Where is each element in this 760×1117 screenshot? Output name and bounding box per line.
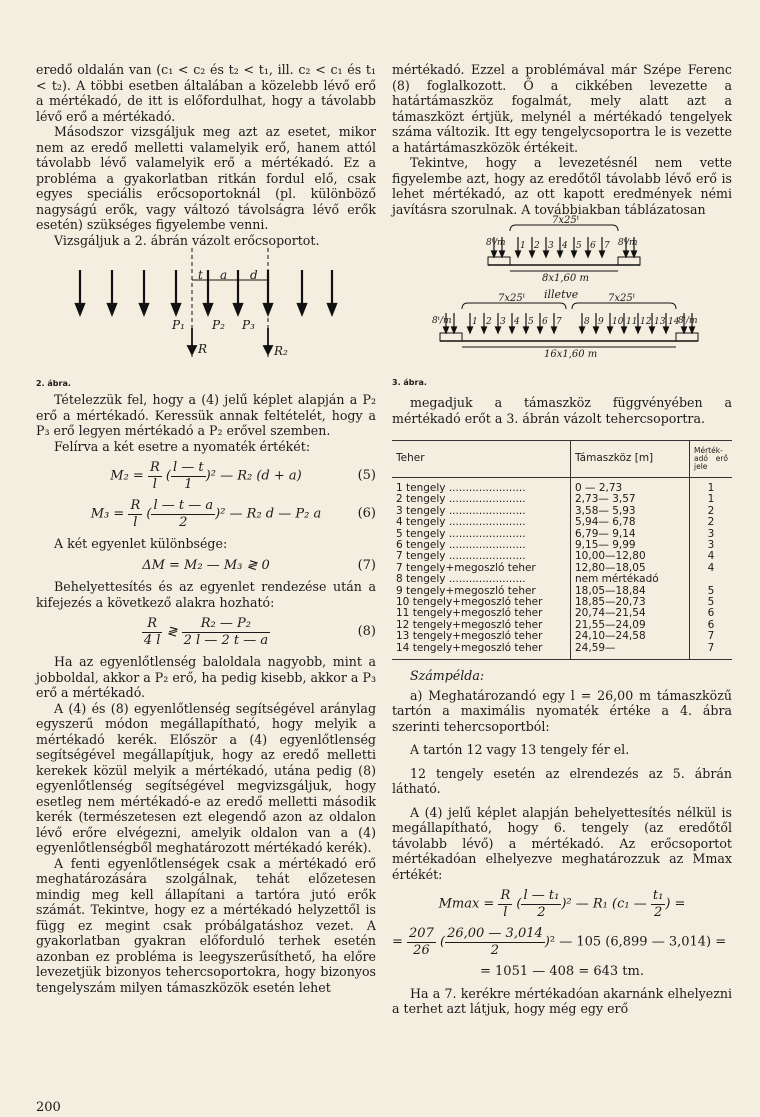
figure-3 bbox=[392, 217, 732, 391]
or-label: illetve bbox=[544, 288, 579, 301]
equation-number: (5) bbox=[357, 468, 376, 483]
axle-number: 4 bbox=[514, 317, 520, 327]
span-cell: 20,74—21,54 bbox=[571, 608, 690, 619]
fraction bbox=[128, 498, 142, 530]
fraction bbox=[651, 888, 665, 920]
formula-7 bbox=[36, 558, 376, 574]
axle-number: 12 bbox=[640, 317, 652, 327]
axle-cell: 2 bbox=[690, 517, 733, 528]
formula-rest: ² — R₂ (d + a) bbox=[210, 468, 302, 484]
span-cell: 21,55—24,09 bbox=[571, 620, 690, 631]
denominator: l bbox=[503, 904, 508, 920]
fraction bbox=[182, 616, 270, 648]
label-a: a bbox=[220, 268, 228, 282]
axle-arrowhead bbox=[682, 327, 687, 333]
formula-mid: ² — R₁ bbox=[566, 896, 608, 912]
span-cell: 18,85—20,73 bbox=[571, 597, 690, 608]
formula-result: = 1051 — 408 = 643 tm. bbox=[480, 964, 644, 980]
table-row bbox=[392, 574, 732, 585]
span-cell: 3,58— 5,93 bbox=[571, 506, 690, 517]
equation-number: (7) bbox=[357, 557, 376, 573]
load-cell: 9 tengely+megoszló teher bbox=[396, 584, 536, 597]
axle-cell: 1 bbox=[690, 478, 733, 495]
table-header: Teher bbox=[392, 441, 571, 478]
axle-number: 2 bbox=[534, 241, 540, 251]
axle-number: 7 bbox=[604, 241, 610, 251]
load-cell: 7 tengely+megoszló teher bbox=[396, 561, 536, 574]
numerator: l — t — a bbox=[153, 498, 214, 513]
denominator: 2 l — 2 t — a bbox=[183, 632, 269, 648]
span-cell: 18,05—18,84 bbox=[571, 586, 690, 597]
label-p2: P₂ bbox=[212, 318, 225, 332]
paragraph: 12 tengely esetén az elrendezés az 5. ábrán látható. bbox=[392, 765, 732, 797]
equation-number: (8) bbox=[357, 624, 376, 639]
table-row bbox=[392, 478, 732, 495]
span-cell: 0 — 2,73 bbox=[571, 478, 690, 495]
label-t: t bbox=[198, 268, 203, 282]
formula-end: = bbox=[674, 896, 686, 912]
numerator: 26,00 — 3,014 bbox=[447, 926, 543, 942]
axle-number: 2 bbox=[486, 317, 492, 327]
span-cell: 2,73— 3,57 bbox=[571, 494, 690, 505]
axle-cell: 3 bbox=[690, 529, 733, 540]
right-column bbox=[392, 62, 732, 1017]
formula-rest: ² — 105 (6,899 — 3,014) = bbox=[549, 934, 727, 950]
span-label: 16x1,60 m bbox=[544, 349, 598, 360]
denominator: 1 bbox=[184, 476, 193, 492]
formula-mmax-3 bbox=[392, 964, 732, 980]
formula-lhs: M₃ = bbox=[90, 506, 125, 522]
numerator: l — t₁ bbox=[523, 888, 560, 904]
numerator: t₁ bbox=[652, 888, 664, 904]
formula-mmax: Mmax = $\frac{R}{l}$ ( $\frac{\text{l — t₁}}{2}$ )² — R₁ (c₁ — $\frac{\text{t₁}}{2}$ ) = bbox=[438, 888, 686, 920]
load-label: 7x25ᵗ bbox=[552, 215, 580, 226]
paragraph: a) Meghatározandó egy l = 26,00 m támaszközű tartón a maximális nyomaték értéke a 4. ábra szerinti tehercsoportból: bbox=[392, 687, 732, 734]
paragraph: Másodszor vizsgáljuk meg azt az esetet, mikor nem az eredő melletti valamelyik erő, hanem attól távolabb lévő valamelyik erő a mértékadó. Ez a probléma a gyakorlatban ritkán fordul elő, csak egyes speciális erőcsoportoknál (pl. különböző nagyságú erők, vagy változó távolságra lévő erők esetén) szükséges figyelembe venni. bbox=[36, 124, 376, 232]
denominator: 26 bbox=[413, 942, 430, 958]
load-label: 7x25ᵗ bbox=[608, 293, 636, 304]
load-cell: 13 tengely+megoszló teher bbox=[396, 630, 543, 643]
axle-number: 3 bbox=[500, 317, 506, 327]
table-header: Támaszköz [m] bbox=[571, 441, 690, 478]
load-cell: 12 tengely+megoszló teher bbox=[396, 618, 543, 631]
table-row bbox=[392, 643, 732, 659]
axle-cell: 5 bbox=[690, 597, 733, 608]
axle-number: 13 bbox=[654, 317, 666, 327]
numerator: l — t bbox=[173, 460, 204, 475]
table-row bbox=[392, 517, 732, 528]
span-cell: 24,59— bbox=[571, 643, 690, 659]
formula-8 bbox=[36, 616, 376, 648]
fraction bbox=[445, 926, 545, 958]
denominator: 2 bbox=[490, 942, 500, 958]
formula-6: M₃ = $\frac{R}{l}$ ( $\frac{l — t — a}{2}$ )² — R₂ d — P₂ a (6) bbox=[90, 498, 376, 530]
span-cell: 10,00—12,80 bbox=[571, 551, 690, 562]
paragraph: A két egyenlet különbsége: bbox=[54, 536, 228, 551]
span-label: 8x1,60 m bbox=[542, 273, 589, 284]
axle-arrowhead bbox=[452, 327, 457, 333]
label-d: d bbox=[250, 268, 258, 282]
span-cell: 24,10—24,58 bbox=[571, 631, 690, 642]
formula-5: M₂ = $\frac{R}{l}$ ( $\frac{l — t}{1}$ )² — R₂ (d + a) (5) bbox=[110, 460, 376, 492]
formula-lhs: Mmax = bbox=[438, 896, 495, 912]
axle-cell: 7 bbox=[690, 631, 733, 642]
load-cell: 5 tengely ....................... bbox=[396, 527, 526, 540]
load-cell: 4 tengely ....................... bbox=[396, 516, 526, 529]
paragraph: A (4) jelű képlet alapján behelyettesítés nélkül is megállapítható, hogy 6. tengely (az eredőtől távolabb lévő) a mértékadó. Az erőcsoportot mértékadóan elhelyezve meghatározzuk az Mmax értékét: bbox=[392, 804, 732, 882]
axle-cell bbox=[690, 574, 733, 585]
table bbox=[392, 441, 732, 659]
denominator: 2 bbox=[537, 904, 546, 920]
inequality-sign: ≷ bbox=[166, 624, 178, 640]
distributed-load-left: 8ᵗ/m bbox=[486, 238, 506, 248]
axle-number: 14 bbox=[668, 317, 680, 327]
fraction bbox=[148, 460, 162, 492]
figure-caption: 2. ábra. bbox=[36, 379, 71, 388]
load-cell: 11 tengely+megoszló teher bbox=[396, 607, 543, 620]
axle-arrowhead bbox=[500, 251, 505, 257]
axle-number: 10 bbox=[612, 317, 624, 327]
paragraph: A fenti egyenlőtlenségek csak a mértékadó erő meghatározására szolgálnak, tehát előzetesen mindig meg kell állapítani a tartóra jutó erők számát. Tekintve, hogy ez a mértékadó helyzettől is függ ez megint csak próbálgatáshoz vezet. A gyakorlatban gyakran előforduló terhek esetén azonban ez probléma is leegyszerűsíthető, ha előre levezetjük bizonyos tehercsoportokra, hogy bizonyos tengelyszám milyen támaszközök esetén lehet bbox=[36, 855, 376, 995]
fraction bbox=[151, 498, 215, 530]
paragraph: A tartón 12 vagy 13 tengely fér el. bbox=[410, 742, 630, 758]
axle-arrowhead bbox=[624, 251, 629, 257]
load-cell: 8 tengely ....................... bbox=[396, 573, 526, 586]
paragraph: A (4) és (8) egyenlőtlenség segítségével aránylag egyszerű módon megállapítható, hogy melyik a mértékadó kerék. Először a (4) egyenlőtlenség segítségével megállapítjuk, hogy az eredő melletti kerekek közül melyik a mértékadó, utána pedig (8) egyenlőtlenség segítségével megvizsgáljuk, hogy esetleg nem mértékadó-e az eredő melletti második kerék (természetesen ezt elegendő azon az oldalon lévő erőre elvégezni, amelyik oldalon van a (4) egyenlőtlenségből meghatározott mértékadó kerék). bbox=[36, 700, 376, 855]
label-p1: P₁ bbox=[172, 318, 185, 332]
denominator: 4 l bbox=[143, 632, 161, 648]
paragraph: Ha a 7. kerékre mértékadóan akarnánk elhelyezni a terhet azt látjuk, hogy még egy erő bbox=[392, 985, 732, 1017]
axle-number: 1 bbox=[472, 317, 478, 327]
load-cell: 6 tengely ....................... bbox=[396, 539, 526, 552]
axle-number: 5 bbox=[528, 317, 534, 327]
axle-arrowhead bbox=[632, 251, 637, 257]
paragraph: eredő oldalán van (c₁ < c₂ és t₂ < t₁, ill. c₂ < c₁ és t₁ < t₂). A többi esetben általában a közelebb lévő erő a mértékadó, de itt is előfordulhat, hogy a távolabb lévő erő a mértékadó. bbox=[36, 62, 376, 124]
paragraph: Ha az egyenlőtlenség baloldala nagyobb, mint a jobboldal, akkor a P₂ erő, ha pedig kisebb, akkor a P₃ erő a mértékadó. bbox=[36, 654, 376, 700]
load-cell: 14 tengely+megoszló teher bbox=[396, 641, 543, 654]
axle-number: 1 bbox=[520, 241, 526, 251]
fraction bbox=[498, 888, 512, 920]
distributed-load-right: 8ᵗ/m bbox=[618, 238, 638, 248]
figure-caption: 3. ábra. bbox=[392, 378, 427, 387]
figure-2-diagram bbox=[36, 248, 376, 378]
example-heading: Számpélda: bbox=[410, 668, 485, 684]
axle-cell: 5 bbox=[690, 586, 733, 597]
formula-mmax-2: = $\frac{207}{26}$ ( $\frac{26,00 — 3,014}{2}$ )² — 105 (6,899 — 3,014) = bbox=[392, 926, 727, 958]
paragraph: Vizsgáljuk a 2. ábrán vázolt erőcsoportot. bbox=[54, 232, 320, 248]
page-number: 200 bbox=[36, 1100, 61, 1115]
span-cell: 6,79— 9,14 bbox=[571, 529, 690, 540]
load-cell: 7 tengely ....................... bbox=[396, 550, 526, 563]
axle-number: 11 bbox=[626, 317, 638, 327]
distributed-load-left: 8ᵗ/m bbox=[432, 316, 452, 326]
load-cell: 1 tengely ....................... bbox=[396, 482, 526, 494]
load-label: 7x25ᵗ bbox=[498, 293, 526, 304]
axle-cell: 2 bbox=[690, 506, 733, 517]
support-span-table bbox=[392, 440, 732, 660]
equation-number: (6) bbox=[357, 506, 376, 521]
numerator: R₂ — P₂ bbox=[182, 616, 270, 633]
label-r2: R₂ bbox=[274, 344, 288, 358]
axle-number: 5 bbox=[576, 241, 582, 251]
axle-arrowhead bbox=[690, 327, 695, 333]
label-p3: P₃ bbox=[242, 318, 255, 332]
numerator: R bbox=[130, 498, 141, 513]
formula-c: c₁ — bbox=[617, 896, 647, 912]
load-cell: 2 tengely ....................... bbox=[396, 493, 526, 506]
distributed-load-right: 8ᵗ/m bbox=[678, 316, 698, 326]
axle-number: 4 bbox=[562, 241, 568, 251]
denominator: 2 bbox=[179, 514, 188, 530]
load-cell: 3 tengely ....................... bbox=[396, 504, 526, 517]
span-cell: 9,15— 9,99 bbox=[571, 540, 690, 551]
axle-number: 6 bbox=[590, 241, 596, 251]
left-column bbox=[36, 62, 376, 995]
label-r: R bbox=[198, 342, 208, 356]
denominator: l bbox=[133, 514, 138, 530]
axle-cell: 3 bbox=[690, 540, 733, 551]
table-header: Mérték-adó erő jele bbox=[690, 441, 733, 478]
formula-body: ΔM = M₂ — M₃ ≷ 0 bbox=[142, 557, 270, 573]
table-row bbox=[392, 631, 732, 642]
fraction bbox=[407, 926, 436, 958]
paragraph: Tekintve, hogy a levezetésnél nem vette figyelembe azt, hogy az eredőtől távolabb lévő erő is lehet mértékadó, az ott kapott eredmények némi javításra szorulnak. A továbbiakban táblázatosan bbox=[392, 155, 732, 217]
paragraph: Behelyettesítés és az egyenlet rendezése után a kifejezés a következő alakra hozható: bbox=[36, 579, 376, 610]
numerator: R bbox=[500, 888, 511, 904]
fraction bbox=[142, 616, 163, 648]
span-cell: 5,94— 6,78 bbox=[571, 517, 690, 528]
paragraph: Felírva a két esetre a nyomaték értékét: bbox=[54, 438, 311, 454]
formula-rest: ² — R₂ d — P₂ a bbox=[220, 506, 322, 522]
paragraph: mértékadó. Ezzel a problémával már Szépe Ferenc (8) foglalkozott. Ő a cikkében levezette a határtámaszköz fogalmát, mely alatt azt a támaszközt értjük, melynél a mértékadó tengelyek száma változik. Itt egy tengelycsoportra le is vezette a határtámaszközök értékeit. bbox=[392, 62, 732, 155]
load-cell: 10 tengely+megoszló teher bbox=[396, 596, 543, 609]
formula-lhs: M₂ = bbox=[110, 468, 144, 484]
axle-arrowhead bbox=[444, 327, 449, 333]
denominator: l bbox=[152, 476, 157, 492]
axle-cell: 6 bbox=[690, 608, 733, 619]
figure-2 bbox=[36, 248, 376, 388]
span-cell: 12,80—18,05 bbox=[571, 563, 690, 574]
fraction bbox=[521, 888, 561, 920]
paragraph: Tételezzük fel, hogy a (4) jelű képlet alapján a P₂ erő a mértékadó. Keressük annak feltételét, hogy a P₃ erő legyen mértékadó a P₂ erővel szemben. bbox=[36, 392, 376, 438]
denominator: 2 bbox=[653, 904, 663, 920]
axle-cell: 1 bbox=[690, 494, 733, 505]
paragraph: megadjuk a támaszköz függvényében a mértékadó erőt a 3. ábrán vázolt tehercsoportra. bbox=[392, 395, 732, 426]
axle-arrowhead bbox=[492, 251, 497, 257]
axle-number: 7 bbox=[556, 317, 562, 327]
axle-cell: 4 bbox=[690, 563, 733, 574]
axle-number: 3 bbox=[548, 241, 554, 251]
numerator: 207 bbox=[409, 926, 434, 942]
numerator: R bbox=[142, 616, 163, 633]
axle-number: 9 bbox=[598, 317, 604, 327]
axle-number: 8 bbox=[584, 317, 590, 327]
axle-cell: 6 bbox=[690, 620, 733, 631]
span-cell: nem mértékadó bbox=[571, 574, 690, 585]
fraction bbox=[171, 460, 206, 492]
axle-cell: 7 bbox=[690, 643, 733, 659]
axle-cell: 4 bbox=[690, 551, 733, 562]
axle-number: 6 bbox=[542, 317, 548, 327]
numerator: R bbox=[149, 460, 160, 475]
